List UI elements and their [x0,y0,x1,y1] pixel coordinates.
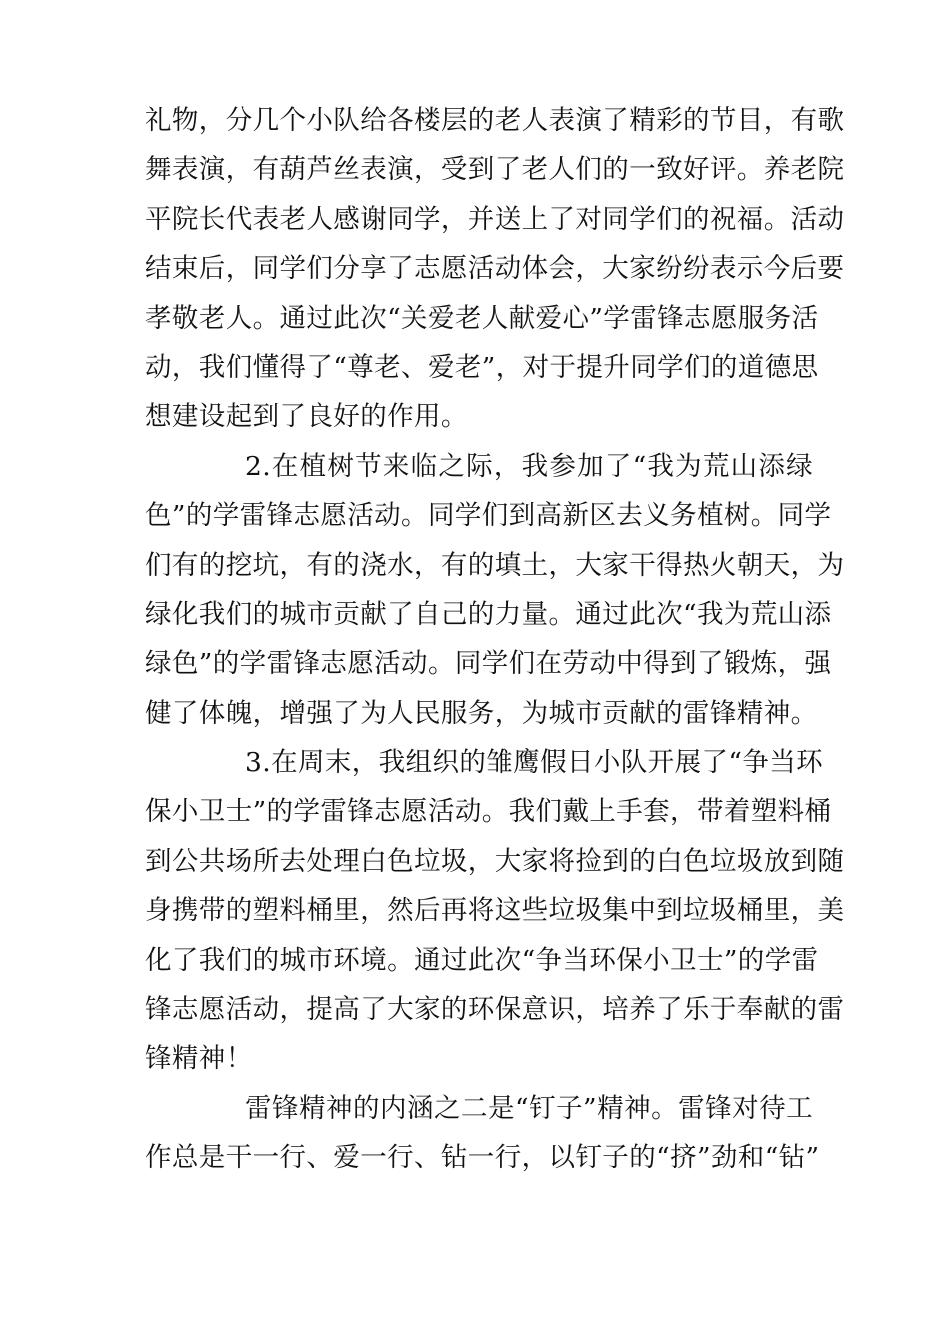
text-line: 到公共场所去处理白色垃圾，大家将捡到的白色垃圾放到随 [145,845,845,877]
paragraph-end-line: 想建设起到了良好的作用。 [145,401,468,433]
paragraph-end-line: 锋精神！ [145,1043,253,1075]
text-line: 绿色”的学雷锋志愿活动。同学们在劳动中得到了锻炼，强 [145,648,832,680]
text-line: 们有的挖坑，有的浇水，有的填土，大家干得热火朝天，为 [145,549,845,581]
paragraph-end-line: 健了体魄，增强了为人民服务，为城市贡献的雷锋精神。 [145,697,818,729]
text-line: 舞表演，有葫芦丝表演，受到了老人们的一致好评。养老院 [145,154,845,186]
body-text [145,96,845,1183]
text-line: 动，我们懂得了“尊老、爱老”，对于提升同学们的道德思 [145,351,819,383]
text-line: 身携带的塑料桶里，然后再将这些垃圾集中到垃圾桶里，美 [145,895,845,927]
paragraph-start-line: 3.在周末，我组织的雏鹰假日小队开展了“争当环 [245,747,824,779]
paragraph-start-line: 雷锋精神的内涵之二是“钉子”精神。雷锋对待工 [245,1092,813,1124]
paragraph-start-line: 2.在植树节来临之际，我参加了“我为荒山添绿 [245,450,813,482]
text-line: 保小卫士”的学雷锋志愿活动。我们戴上手套，带着塑料桶 [145,796,832,828]
text-line: 锋志愿活动，提高了大家的环保意识，培养了乐于奉献的雷 [145,994,845,1026]
text-line: 色”的学雷锋志愿活动。同学们到高新区去义务植树。同学 [145,500,832,532]
text-line: 作总是干一行、爱一行、钻一行，以钉子的“挤”劲和“钻” [145,1142,820,1174]
text-line: 孝敬老人。通过此次“关爱老人献爱心”学雷锋志愿服务活 [145,302,819,334]
text-line: 结束后，同学们分享了志愿活动体会，大家纷纷表示今后要 [145,253,845,285]
text-line: 平院长代表老人感谢同学，并送上了对同学们的祝福。活动 [145,203,845,235]
text-line: 绿化我们的城市贡献了自己的力量。通过此次“我为荒山添 [145,598,832,630]
text-line: 化了我们的城市环境。通过此次“争当环保小卫士”的学雷 [145,944,819,976]
text-line: 礼物，分几个小队给各楼层的老人表演了精彩的节目，有歌 [145,105,845,136]
